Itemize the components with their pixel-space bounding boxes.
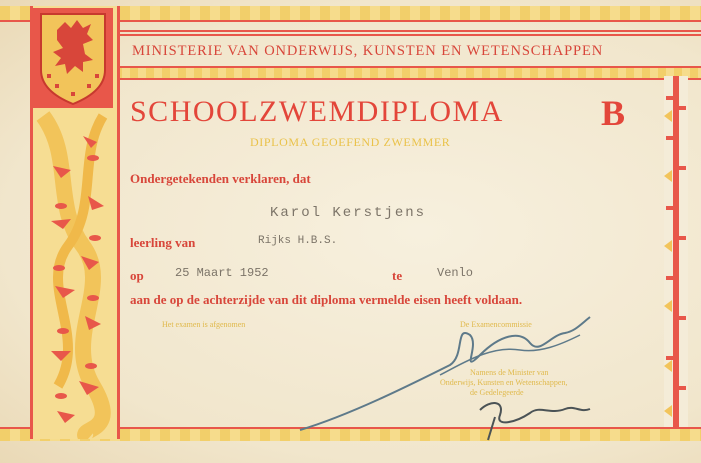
handwritten-signatures	[290, 305, 600, 445]
date-label: op	[130, 268, 144, 283]
date-value: 25 Maart 1952	[175, 266, 269, 280]
school-value: Rijks H.B.S.	[258, 235, 338, 247]
header-rule-top-2	[114, 34, 701, 36]
ministry-header: MINISTERIE VAN ONDERWIJS, KUNSTEN EN WETENSCHAPPEN	[132, 43, 604, 59]
signatory-2-title-line1: Namens de Minister van	[470, 368, 549, 377]
requirements-text: aan de op de achterzijde van dit diploma vermelde eisen heeft voldaan.	[130, 292, 523, 307]
diploma-subtitle: DIPLOMA GEOEFEND ZWEMMER	[250, 135, 451, 149]
right-decorative-border	[664, 76, 688, 427]
signatory-2-title-line2: Onderwijs, Kunsten en Wetenschappen,	[440, 378, 568, 387]
signatory-2-title-line3: de Gedelegeerde	[470, 388, 524, 397]
header-rule-top	[114, 30, 701, 32]
place-label: te	[392, 268, 403, 283]
signatory-1-title: De Examencommissie	[460, 320, 532, 329]
declaration-text: Ondergetekenden verklaren, dat	[130, 171, 311, 186]
diploma-grade-letter: B	[601, 93, 626, 133]
school-label: leerling van	[130, 235, 196, 250]
student-name: Karol Kerstjens	[270, 205, 427, 221]
coat-of-arms-icon	[33, 8, 113, 108]
diploma-title: SCHOOLZWEMDIPLOMA	[130, 95, 504, 128]
header-ornamental-band	[114, 66, 701, 80]
exam-note: Het examen is afgenomen	[162, 320, 246, 329]
place-value: Venlo	[437, 266, 474, 280]
